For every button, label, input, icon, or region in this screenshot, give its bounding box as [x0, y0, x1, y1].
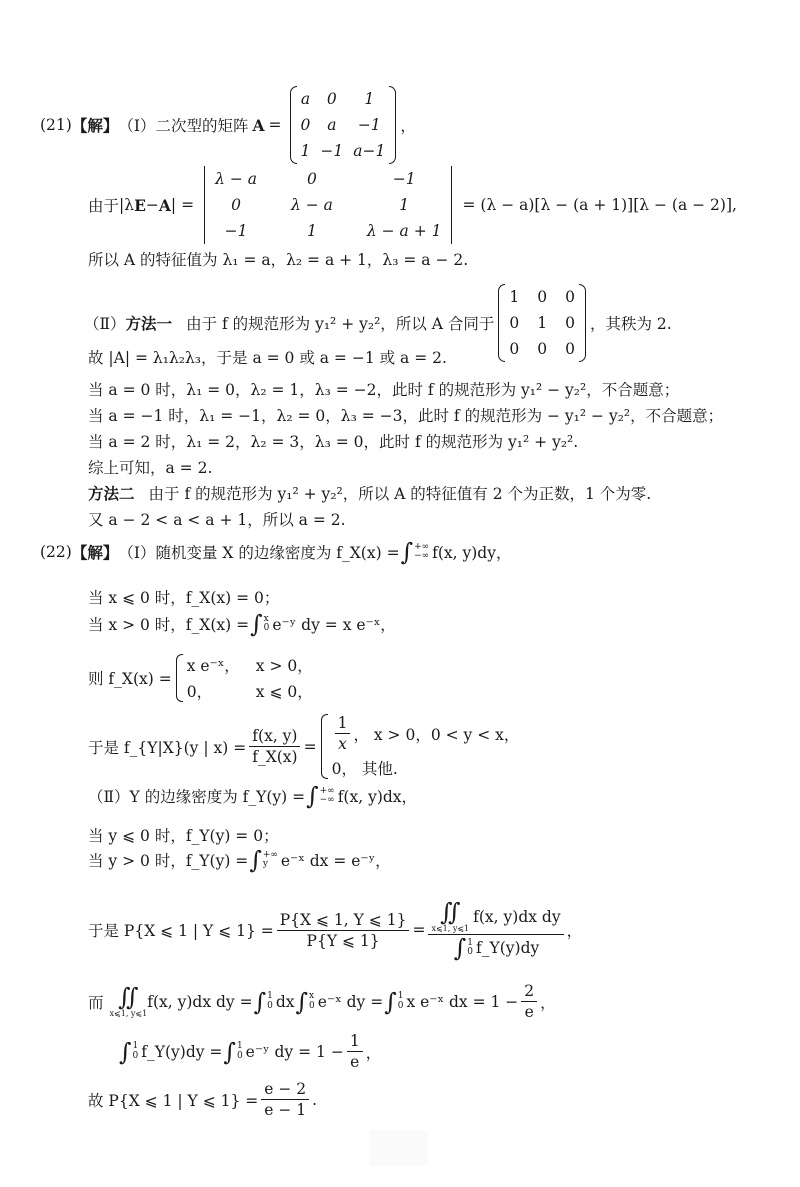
method1-text: 由于 f 的规范形为 y₁² + y₂²，所以 A 合同于	[186, 315, 495, 333]
method2-line2: 又 a − 2 < a < a + 1，所以 a = 2.	[88, 511, 346, 529]
matrix-a-cell: a	[300, 90, 311, 108]
matrix-a-cell: −1	[320, 142, 344, 160]
method1-matrix-cell: 0	[537, 340, 548, 358]
q21-part2: （Ⅱ）	[84, 315, 126, 333]
determinant-cell: −1	[392, 170, 416, 188]
matrix-a-cell: a	[327, 116, 337, 134]
method2-label: 方法二	[88, 485, 135, 503]
determinant-cell: −1	[224, 222, 248, 240]
q21-part1: （Ⅰ）	[118, 117, 156, 135]
fx-case-cell: 0，	[186, 683, 213, 701]
method2-line	[88, 482, 651, 504]
reason-line-2: 当 a = 0 时，λ₁ = 0，λ₂ = 1，λ₃ = −2，此时 f 的规范形为 y₁² − y₂²，不合题意；	[88, 381, 680, 399]
fx-piecewise: 则 f_X(x) = x e⁻ˣ， x > 0， 0， x ⩽ 0，	[88, 654, 313, 702]
determinant-cell: λ − a + 1	[366, 222, 442, 240]
method1-tail: ，其秩为 2.	[589, 315, 672, 333]
fx-case-cell: x > 0，	[255, 657, 313, 675]
q22-header: (22) 【解】 （Ⅰ） 随机变量 X 的边缘密度为 f_X(x) = ∫ +∞ −∞ f(x, y)dy，	[40, 538, 512, 566]
method1-label: 方法一	[125, 315, 173, 333]
matrix-a-cell: 1	[300, 142, 311, 160]
method1-matrix-cell: 0	[565, 340, 575, 358]
method2-text: 由于 f 的规范形为 y₁² + y₂²，所以 A 的特征值有 2 个为正数，1 个为零.	[148, 485, 652, 503]
reason-line-5: 综上可知，a = 2.	[88, 459, 213, 477]
method1-matrix-cell: 0	[565, 314, 575, 332]
q21-header: (21) 【解】 （Ⅰ） 二次型的矩阵 A = a 0 1 0 a −1 1 −1 a−1 ，	[40, 86, 416, 164]
q21-number: (21)	[40, 116, 72, 134]
case-x-gt0: 当 x > 0 时，f_X(x) = ∫ x 0 e⁻ʸ dy = x e⁻ˣ，	[88, 610, 396, 638]
determinant-line: 由于 |λ E − A | = λ − a 0 −1 0 λ − a 1 −1 1 λ − a + 1 = (λ − a)[λ − (a + 1)][λ − (a − 2)],	[88, 166, 737, 244]
matrix-a-cell: 0	[326, 90, 337, 108]
method1-matrix-cell: 0	[565, 288, 575, 306]
method1-matrix-cell: 0	[509, 340, 520, 358]
fx-case-cell: x e⁻ˣ，	[186, 657, 240, 675]
case-x-le0: 当 x ⩽ 0 时，f_X(x) = 0；	[88, 589, 280, 607]
conditional-density: 于是 f_{Y|X}(y | x) = $\frac{f(x, y)}{f\_X(x)}$ = $\frac{1}{x}$ ， x > 0，0 < y < x， 0， 其他.	[88, 714, 520, 778]
method1-matrix-cell: 1	[509, 288, 520, 306]
matrix-a-cell: a−1	[353, 142, 386, 160]
single-integral-line: ∫ 1 0 f_Y(y)dy = ∫ 1 0 e⁻ʸ dy = 1 − $\frac{1}{e}$ ，	[119, 1032, 382, 1071]
q21-matrix-intro: 二次型的矩阵	[155, 117, 249, 135]
matrix-a-cell: 0	[300, 116, 311, 134]
q22-number: (22)	[40, 543, 72, 561]
method1-matrix-cell: 1	[537, 314, 548, 332]
matrix-a-cell: −1	[357, 116, 381, 134]
reason-line-1: 故 |A| = λ₁λ₂λ₃，于是 a = 0 或 a = −1 或 a = 2.	[88, 349, 447, 367]
det-result: = (λ − a)[λ − (a + 1)][λ − (a − 2)],	[462, 196, 737, 214]
marginal-x-intro: 随机变量 X 的边缘密度为 f_X(x) =	[155, 544, 400, 562]
matrix-a-cell: 1	[364, 90, 375, 108]
determinant	[198, 166, 458, 244]
q21-tag: 【解】	[71, 116, 119, 135]
determinant-cell: 1	[399, 196, 410, 214]
reason-line-4: 当 a = 2 时，λ₁ = 2，λ₂ = 3，λ₃ = 0，此时 f 的规范形为 y₁² + y₂².	[88, 433, 579, 451]
final-answer: 故 P{X ⩽ 1 | Y ⩽ 1} = $\frac{e - 2}{e - 1}$ .	[88, 1080, 318, 1119]
method1-matrix-cell: 0	[509, 314, 520, 332]
method1-matrix	[498, 284, 586, 362]
double-integral-line: 而 ∬ x⩽1, y⩽1 f(x, y)dx dy = ∫ 1 0 dx ∫ x 0 e⁻ˣ dy = ∫ 1 0 x e⁻ˣ dx = 1 − $\frac{2}{e}$ ，	[88, 982, 556, 1021]
conditional-probability: 于是 P{X ⩽ 1 | Y ⩽ 1} = $\frac{P\{X ⩽ 1, Y ⩽ 1\}}{P\{Y ⩽ 1\}}$ = ∬ x⩽1, y⩽1 f(x, y)dx dy ∫ 1 0 f_Y(y)dy ，	[88, 898, 583, 962]
determinant-cell: 0	[231, 196, 241, 214]
case-y-le0: 当 y ⩽ 0 时，f_Y(y) = 0；	[88, 827, 279, 845]
reason-line-3: 当 a = −1 时，λ₁ = −1，λ₂ = 0，λ₃ = −3，此时 f 的规范形为 − y₁² − y₂²，不合题意；	[88, 407, 724, 425]
q22-part1: （Ⅰ）	[118, 544, 156, 562]
eigen-line: 所以 A 的特征值为 λ₁ = a，λ₂ = a + 1，λ₃ = a − 2.	[88, 251, 469, 269]
fx-case-cell: x ⩽ 0，	[255, 683, 313, 701]
det-prefix: 由于	[88, 197, 120, 215]
matrix-a	[290, 86, 397, 164]
method1-matrix-cell: 0	[537, 288, 548, 306]
determinant-cell: λ − a	[215, 170, 257, 188]
marginal-y: （Ⅱ） Y 的边缘密度为 f_Y(y) = ∫ +∞ −∞ f(x, y)dx，	[88, 782, 418, 810]
determinant-cell: λ − a	[290, 196, 333, 214]
marginal-x-integrand: f(x, y)dy，	[432, 544, 512, 562]
case-y-gt0: 当 y > 0 时，f_Y(y) = ∫ +∞ y e⁻ˣ dx = e⁻ʸ，	[88, 846, 391, 874]
page-smudge	[370, 1130, 428, 1166]
determinant-cell: 0	[306, 170, 317, 188]
q22-tag: 【解】	[71, 543, 119, 562]
determinant-cell: 1	[306, 222, 317, 240]
